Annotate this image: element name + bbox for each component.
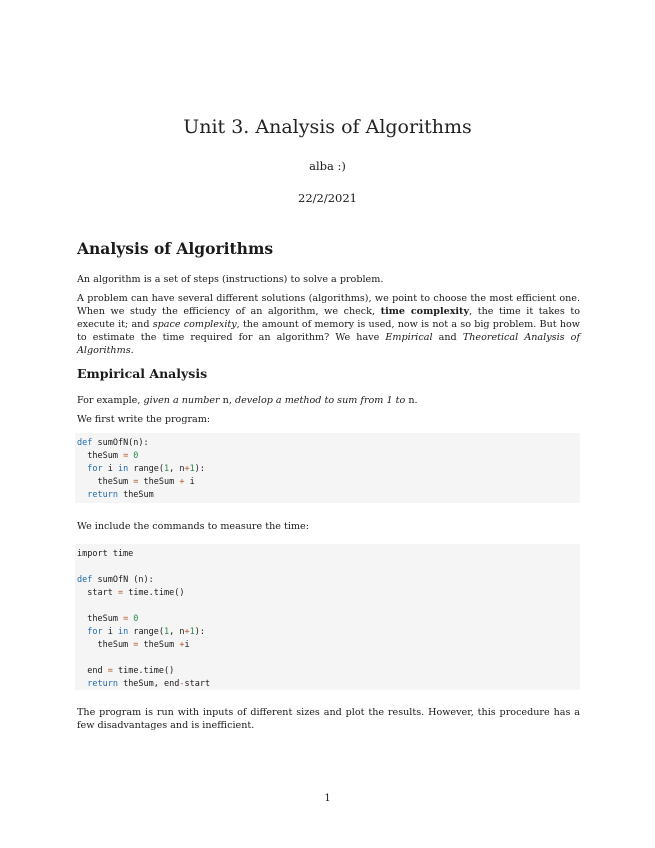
number: 0 <box>128 614 139 624</box>
italic-term: Empirical <box>385 332 433 343</box>
keyword: def <box>77 438 93 448</box>
code-text: theSum <box>77 451 124 461</box>
code-text: start <box>77 588 118 598</box>
number: 1 <box>164 464 170 474</box>
code-line <box>77 548 580 561</box>
document-title: Unit 3. Analysis of Algorithms <box>183 116 472 138</box>
code-line <box>77 476 580 489</box>
code-text: theSum <box>77 614 124 624</box>
paragraph-algorithm-definition: An algorithm is a set of steps (instructions) to solve a problem. <box>77 274 384 285</box>
code-line <box>77 463 580 476</box>
italic-text: develop a method to sum from 1 to <box>234 395 406 406</box>
keyword: return <box>77 679 118 689</box>
code-text: start <box>184 679 211 689</box>
paragraph-write-program: We first write the program: <box>77 414 211 425</box>
code-text: ): <box>194 627 206 637</box>
bold-term: time complexity <box>380 306 470 317</box>
keyword: def <box>77 575 93 585</box>
code-text: range( <box>128 627 165 637</box>
operator: + <box>184 464 190 474</box>
italic-term: space complexity <box>152 319 237 330</box>
italic-term: Theoretical Analysis of Algorithms <box>77 332 581 356</box>
code-text: range( <box>128 464 165 474</box>
code-line <box>77 574 580 587</box>
text: , the amount of memory is used, now is not a so big problem. But how to estimate the time required for an algorithm? We have <box>77 319 581 343</box>
code-text: end <box>77 666 108 676</box>
paragraph-measure-time: We include the commands to measure the time: <box>77 521 309 532</box>
code-text: i <box>184 477 195 487</box>
operator: + <box>184 627 190 637</box>
keyword: in <box>117 464 129 474</box>
code-text: theSum <box>77 640 134 650</box>
code-text: i <box>102 627 118 637</box>
code-block-sum <box>75 433 580 503</box>
variable: n <box>408 395 415 406</box>
code-text: , n <box>169 627 185 637</box>
code-text: theSum, end <box>117 679 180 689</box>
code-line <box>77 639 580 652</box>
operator: = <box>123 451 129 461</box>
code-text: import time <box>77 549 134 559</box>
number: 1 <box>189 627 195 637</box>
code-line <box>77 489 580 502</box>
text: and <box>432 332 463 343</box>
operator: = <box>117 588 124 598</box>
text: , the time it takes to execute it; and <box>77 306 581 330</box>
code-line-blank <box>77 600 580 613</box>
code-text: sumOfN(n): <box>92 438 149 448</box>
text: A problem can have several different solutions (algorithms), we point to choose the most efficient one. When we study the efficiency of an algorithm, we check, <box>77 293 580 317</box>
code-text: , n <box>169 464 185 474</box>
code-text: ): <box>194 464 206 474</box>
code-text: theSum <box>138 477 180 487</box>
paragraph-example: For example, given a number n, develop a method to sum from 1 to n. <box>77 395 418 406</box>
code-line <box>77 626 580 639</box>
section-heading: Analysis of Algorithms <box>77 239 274 258</box>
code-text: sumOfN (n): <box>92 575 154 585</box>
document-author: alba :) <box>309 159 346 173</box>
subsection-heading: Empirical Analysis <box>77 366 208 381</box>
operator: - <box>179 679 185 689</box>
code-text: time.time() <box>112 666 175 676</box>
code-text: time.time() <box>123 588 185 598</box>
keyword: for <box>77 627 103 637</box>
keyword: in <box>117 627 129 637</box>
paragraph-efficiency <box>77 292 580 357</box>
code-block-timed <box>75 544 580 690</box>
operator: = <box>133 477 139 487</box>
page-number: 1 <box>324 793 331 804</box>
code-line <box>77 665 580 678</box>
italic-text: given a number <box>143 395 220 406</box>
operator: = <box>123 614 129 624</box>
code-text: theSum <box>138 640 180 650</box>
keyword: return <box>77 490 118 500</box>
code-line-blank <box>77 652 580 665</box>
text: . <box>130 345 134 356</box>
code-line <box>77 613 580 626</box>
document-date: 22/2/2021 <box>298 191 357 205</box>
operator: = <box>133 640 139 650</box>
operator: = <box>107 666 113 676</box>
text: . <box>414 395 418 406</box>
variable: n <box>222 395 229 406</box>
number: 1 <box>189 464 195 474</box>
code-line <box>77 450 580 463</box>
code-line <box>77 678 580 691</box>
number: 0 <box>128 451 139 461</box>
code-line <box>77 587 580 600</box>
operator: + <box>179 477 185 487</box>
code-line <box>77 437 580 450</box>
text: For example, <box>77 395 144 406</box>
code-line-blank <box>77 561 580 574</box>
operator: + <box>179 640 185 650</box>
paragraph-conclusion: The program is run with inputs of different sizes and plot the results. However, this procedure has a few disadvantages and is inefficient. <box>77 707 580 731</box>
code-text: i <box>102 464 118 474</box>
code-text: i <box>184 640 190 650</box>
keyword: for <box>77 464 103 474</box>
number: 1 <box>164 627 170 637</box>
code-text: theSum <box>77 477 134 487</box>
code-text: theSum <box>117 490 154 500</box>
